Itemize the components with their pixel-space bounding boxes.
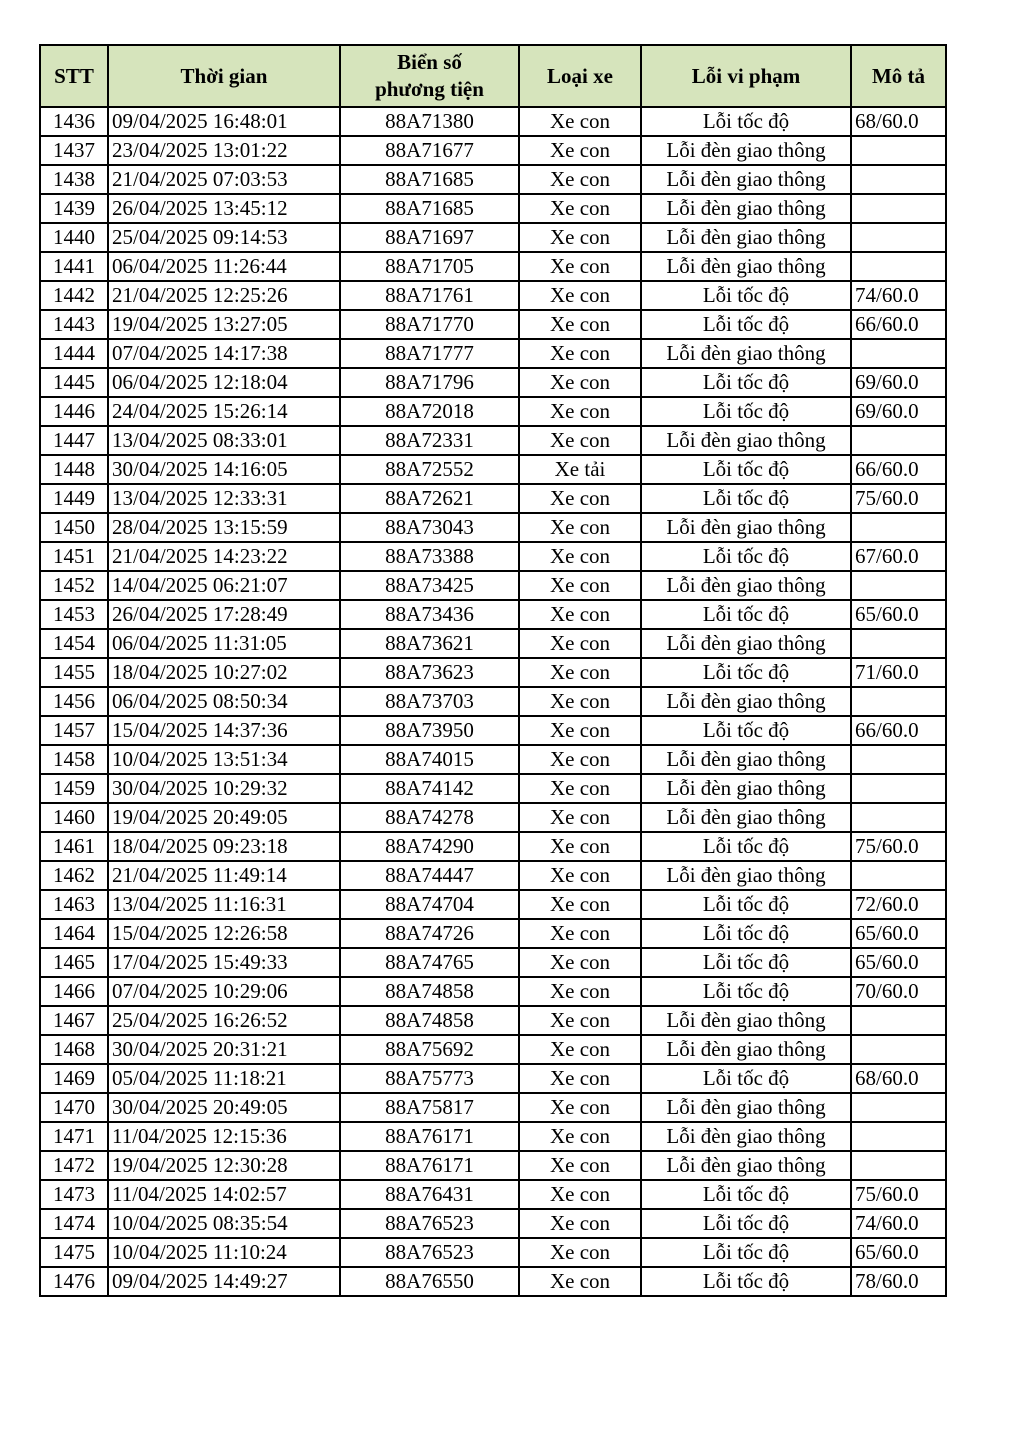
cell-plate: 88A74858 [340,977,519,1006]
cell-vehicle-type: Xe con [519,136,641,165]
cell-stt: 1441 [40,252,108,281]
cell-vehicle-type: Xe con [519,165,641,194]
cell-stt: 1472 [40,1151,108,1180]
table-row [40,1209,946,1238]
header-plate-line1: Biển số [397,50,462,74]
table-row [40,687,946,716]
cell-stt: 1467 [40,1006,108,1035]
cell-plate: 88A71770 [340,310,519,339]
table-row [40,1006,946,1035]
cell-vehicle-type: Xe con [519,1093,641,1122]
cell-plate: 88A74447 [340,861,519,890]
cell-time: 13/04/2025 12:33:31 [108,484,340,513]
cell-description [851,774,946,803]
cell-vehicle-type: Xe con [519,948,641,977]
cell-time: 21/04/2025 11:49:14 [108,861,340,890]
cell-violation: Lỗi đèn giao thông [641,745,851,774]
cell-stt: 1458 [40,745,108,774]
cell-violation: Lỗi tốc độ [641,1064,851,1093]
cell-time: 10/04/2025 11:10:24 [108,1238,340,1267]
cell-description: 70/60.0 [851,977,946,1006]
cell-time: 26/04/2025 17:28:49 [108,600,340,629]
cell-plate: 88A76523 [340,1209,519,1238]
cell-vehicle-type: Xe con [519,252,641,281]
cell-plate: 88A71697 [340,223,519,252]
cell-plate: 88A71380 [340,107,519,136]
cell-description: 68/60.0 [851,1064,946,1093]
cell-vehicle-type: Xe con [519,397,641,426]
cell-vehicle-type: Xe con [519,890,641,919]
cell-description [851,803,946,832]
cell-stt: 1456 [40,687,108,716]
cell-stt: 1448 [40,455,108,484]
cell-stt: 1461 [40,832,108,861]
table-row [40,745,946,774]
cell-vehicle-type: Xe con [519,658,641,687]
cell-plate: 88A74290 [340,832,519,861]
cell-plate: 88A72331 [340,426,519,455]
table-row [40,861,946,890]
cell-violation: Lỗi tốc độ [641,484,851,513]
cell-description: 74/60.0 [851,1209,946,1238]
cell-vehicle-type: Xe tải [519,455,641,484]
cell-vehicle-type: Xe con [519,194,641,223]
cell-vehicle-type: Xe con [519,1180,641,1209]
cell-plate: 88A71777 [340,339,519,368]
header-description: Mô tả [851,45,946,107]
cell-time: 19/04/2025 13:27:05 [108,310,340,339]
cell-vehicle-type: Xe con [519,832,641,861]
cell-violation: Lỗi đèn giao thông [641,629,851,658]
table-row [40,1064,946,1093]
cell-violation: Lỗi tốc độ [641,1267,851,1296]
cell-stt: 1443 [40,310,108,339]
cell-description: 65/60.0 [851,919,946,948]
cell-time: 19/04/2025 12:30:28 [108,1151,340,1180]
cell-stt: 1468 [40,1035,108,1064]
table-row [40,948,946,977]
table-row [40,339,946,368]
cell-description: 71/60.0 [851,658,946,687]
cell-description [851,252,946,281]
cell-violation: Lỗi tốc độ [641,658,851,687]
cell-description: 65/60.0 [851,948,946,977]
cell-vehicle-type: Xe con [519,1238,641,1267]
cell-plate: 88A71677 [340,136,519,165]
cell-violation: Lỗi tốc độ [641,397,851,426]
table-row [40,1122,946,1151]
cell-description [851,513,946,542]
cell-plate: 88A72621 [340,484,519,513]
cell-time: 06/04/2025 11:31:05 [108,629,340,658]
cell-description: 66/60.0 [851,455,946,484]
table-row [40,397,946,426]
cell-time: 13/04/2025 08:33:01 [108,426,340,455]
cell-vehicle-type: Xe con [519,426,641,455]
table-row [40,223,946,252]
cell-vehicle-type: Xe con [519,1151,641,1180]
table-row [40,600,946,629]
header-row [40,45,946,107]
table-row [40,1035,946,1064]
cell-description: 66/60.0 [851,310,946,339]
cell-description [851,1093,946,1122]
cell-time: 25/04/2025 09:14:53 [108,223,340,252]
cell-time: 07/04/2025 10:29:06 [108,977,340,1006]
cell-vehicle-type: Xe con [519,977,641,1006]
cell-vehicle-type: Xe con [519,281,641,310]
table-row [40,1151,946,1180]
cell-plate: 88A74704 [340,890,519,919]
cell-time: 06/04/2025 08:50:34 [108,687,340,716]
table-row [40,136,946,165]
cell-stt: 1474 [40,1209,108,1238]
cell-plate: 88A73621 [340,629,519,658]
cell-description: 72/60.0 [851,890,946,919]
cell-plate: 88A75692 [340,1035,519,1064]
cell-vehicle-type: Xe con [519,339,641,368]
table-row [40,484,946,513]
cell-stt: 1451 [40,542,108,571]
table-row [40,716,946,745]
cell-plate: 88A73043 [340,513,519,542]
cell-stt: 1447 [40,426,108,455]
cell-description [851,426,946,455]
cell-time: 09/04/2025 16:48:01 [108,107,340,136]
cell-vehicle-type: Xe con [519,745,641,774]
header-stt: STT [40,45,108,107]
cell-violation: Lỗi đèn giao thông [641,571,851,600]
cell-violation: Lỗi tốc độ [641,977,851,1006]
cell-plate: 88A71685 [340,194,519,223]
cell-time: 11/04/2025 14:02:57 [108,1180,340,1209]
cell-description: 75/60.0 [851,1180,946,1209]
cell-time: 07/04/2025 14:17:38 [108,339,340,368]
cell-stt: 1463 [40,890,108,919]
cell-plate: 88A71685 [340,165,519,194]
cell-time: 25/04/2025 16:26:52 [108,1006,340,1035]
cell-plate: 88A74765 [340,948,519,977]
violations-table [39,44,947,1297]
cell-plate: 88A72018 [340,397,519,426]
cell-violation: Lỗi tốc độ [641,832,851,861]
cell-stt: 1466 [40,977,108,1006]
cell-time: 18/04/2025 10:27:02 [108,658,340,687]
cell-time: 15/04/2025 14:37:36 [108,716,340,745]
cell-plate: 88A74858 [340,1006,519,1035]
cell-vehicle-type: Xe con [519,861,641,890]
table-row [40,1267,946,1296]
cell-plate: 88A73388 [340,542,519,571]
table-row [40,629,946,658]
cell-stt: 1470 [40,1093,108,1122]
cell-plate: 88A76171 [340,1122,519,1151]
cell-time: 14/04/2025 06:21:07 [108,571,340,600]
cell-description [851,339,946,368]
table-row [40,890,946,919]
header-plate-line2: phương tiện [375,77,484,101]
cell-stt: 1465 [40,948,108,977]
cell-violation: Lỗi đèn giao thông [641,1006,851,1035]
cell-description: 75/60.0 [851,484,946,513]
cell-vehicle-type: Xe con [519,1209,641,1238]
table-row [40,455,946,484]
cell-vehicle-type: Xe con [519,1006,641,1035]
cell-violation: Lỗi tốc độ [641,542,851,571]
cell-violation: Lỗi đèn giao thông [641,252,851,281]
cell-violation: Lỗi đèn giao thông [641,861,851,890]
cell-description [851,1151,946,1180]
cell-vehicle-type: Xe con [519,716,641,745]
cell-description [851,745,946,774]
cell-stt: 1459 [40,774,108,803]
cell-description [851,165,946,194]
cell-violation: Lỗi tốc độ [641,948,851,977]
cell-time: 30/04/2025 10:29:32 [108,774,340,803]
cell-violation: Lỗi đèn giao thông [641,1122,851,1151]
table-body [40,107,946,1296]
cell-stt: 1440 [40,223,108,252]
cell-plate: 88A73425 [340,571,519,600]
cell-plate: 88A76171 [340,1151,519,1180]
cell-description [851,687,946,716]
cell-violation: Lỗi đèn giao thông [641,1035,851,1064]
cell-plate: 88A74142 [340,774,519,803]
cell-stt: 1444 [40,339,108,368]
cell-violation: Lỗi tốc độ [641,890,851,919]
cell-vehicle-type: Xe con [519,1122,641,1151]
cell-plate: 88A76431 [340,1180,519,1209]
cell-violation: Lỗi đèn giao thông [641,1093,851,1122]
cell-stt: 1439 [40,194,108,223]
cell-description: 65/60.0 [851,600,946,629]
cell-violation: Lỗi đèn giao thông [641,803,851,832]
cell-stt: 1469 [40,1064,108,1093]
cell-time: 13/04/2025 11:16:31 [108,890,340,919]
cell-time: 28/04/2025 13:15:59 [108,513,340,542]
cell-description [851,1006,946,1035]
cell-time: 21/04/2025 14:23:22 [108,542,340,571]
cell-plate: 88A74015 [340,745,519,774]
cell-vehicle-type: Xe con [519,107,641,136]
cell-description [851,629,946,658]
cell-stt: 1460 [40,803,108,832]
cell-description: 66/60.0 [851,716,946,745]
cell-vehicle-type: Xe con [519,803,641,832]
table-row [40,542,946,571]
cell-vehicle-type: Xe con [519,1267,641,1296]
cell-violation: Lỗi tốc độ [641,919,851,948]
cell-plate: 88A72552 [340,455,519,484]
cell-time: 06/04/2025 11:26:44 [108,252,340,281]
table-row [40,513,946,542]
table-row [40,165,946,194]
cell-stt: 1442 [40,281,108,310]
cell-time: 30/04/2025 14:16:05 [108,455,340,484]
table-row [40,658,946,687]
cell-stt: 1473 [40,1180,108,1209]
cell-violation: Lỗi tốc độ [641,310,851,339]
cell-time: 18/04/2025 09:23:18 [108,832,340,861]
cell-description: 78/60.0 [851,1267,946,1296]
cell-time: 10/04/2025 13:51:34 [108,745,340,774]
table-row [40,803,946,832]
cell-violation: Lỗi đèn giao thông [641,1151,851,1180]
cell-violation: Lỗi tốc độ [641,455,851,484]
cell-plate: 88A76550 [340,1267,519,1296]
cell-time: 17/04/2025 15:49:33 [108,948,340,977]
cell-description: 75/60.0 [851,832,946,861]
cell-vehicle-type: Xe con [519,484,641,513]
table-header [40,45,946,107]
cell-violation: Lỗi tốc độ [641,1238,851,1267]
cell-vehicle-type: Xe con [519,919,641,948]
cell-violation: Lỗi tốc độ [641,1209,851,1238]
cell-violation: Lỗi đèn giao thông [641,223,851,252]
cell-violation: Lỗi đèn giao thông [641,339,851,368]
cell-violation: Lỗi đèn giao thông [641,165,851,194]
cell-stt: 1454 [40,629,108,658]
cell-vehicle-type: Xe con [519,600,641,629]
header-vehicle-type: Loại xe [519,45,641,107]
cell-stt: 1449 [40,484,108,513]
table-row [40,774,946,803]
cell-description: 67/60.0 [851,542,946,571]
cell-vehicle-type: Xe con [519,513,641,542]
cell-description [851,1035,946,1064]
cell-stt: 1464 [40,919,108,948]
cell-vehicle-type: Xe con [519,774,641,803]
cell-plate: 88A71761 [340,281,519,310]
table-row [40,1093,946,1122]
cell-time: 23/04/2025 13:01:22 [108,136,340,165]
cell-plate: 88A73623 [340,658,519,687]
cell-stt: 1476 [40,1267,108,1296]
cell-description: 69/60.0 [851,368,946,397]
cell-vehicle-type: Xe con [519,223,641,252]
cell-time: 15/04/2025 12:26:58 [108,919,340,948]
cell-violation: Lỗi đèn giao thông [641,426,851,455]
cell-description: 69/60.0 [851,397,946,426]
table-row [40,1180,946,1209]
table-row [40,426,946,455]
cell-vehicle-type: Xe con [519,629,641,658]
table-row [40,281,946,310]
cell-stt: 1462 [40,861,108,890]
cell-plate: 88A71796 [340,368,519,397]
cell-time: 24/04/2025 15:26:14 [108,397,340,426]
cell-time: 26/04/2025 13:45:12 [108,194,340,223]
header-violation: Lỗi vi phạm [641,45,851,107]
table-row [40,194,946,223]
cell-stt: 1446 [40,397,108,426]
cell-time: 11/04/2025 12:15:36 [108,1122,340,1151]
cell-description: 74/60.0 [851,281,946,310]
cell-stt: 1475 [40,1238,108,1267]
cell-violation: Lỗi tốc độ [641,716,851,745]
cell-violation: Lỗi tốc độ [641,1180,851,1209]
table-row [40,310,946,339]
cell-vehicle-type: Xe con [519,687,641,716]
cell-violation: Lỗi tốc độ [641,600,851,629]
cell-time: 30/04/2025 20:31:21 [108,1035,340,1064]
cell-time: 05/04/2025 11:18:21 [108,1064,340,1093]
table-row [40,1238,946,1267]
cell-plate: 88A71705 [340,252,519,281]
cell-description: 65/60.0 [851,1238,946,1267]
table-row [40,919,946,948]
cell-time: 10/04/2025 08:35:54 [108,1209,340,1238]
table-row [40,571,946,600]
cell-vehicle-type: Xe con [519,571,641,600]
cell-violation: Lỗi tốc độ [641,281,851,310]
cell-plate: 88A73703 [340,687,519,716]
cell-stt: 1455 [40,658,108,687]
header-plate [340,45,519,107]
cell-description [851,861,946,890]
cell-stt: 1438 [40,165,108,194]
cell-time: 06/04/2025 12:18:04 [108,368,340,397]
cell-violation: Lỗi đèn giao thông [641,513,851,542]
cell-time: 19/04/2025 20:49:05 [108,803,340,832]
cell-violation: Lỗi đèn giao thông [641,194,851,223]
cell-stt: 1445 [40,368,108,397]
cell-time: 21/04/2025 07:03:53 [108,165,340,194]
cell-time: 30/04/2025 20:49:05 [108,1093,340,1122]
cell-plate: 88A74278 [340,803,519,832]
cell-vehicle-type: Xe con [519,310,641,339]
cell-violation: Lỗi đèn giao thông [641,687,851,716]
header-time: Thời gian [108,45,340,107]
cell-description [851,194,946,223]
cell-vehicle-type: Xe con [519,368,641,397]
cell-stt: 1471 [40,1122,108,1151]
cell-stt: 1457 [40,716,108,745]
cell-violation: Lỗi đèn giao thông [641,774,851,803]
table-row [40,977,946,1006]
table-row [40,107,946,136]
cell-stt: 1437 [40,136,108,165]
cell-stt: 1450 [40,513,108,542]
cell-stt: 1453 [40,600,108,629]
cell-description: 68/60.0 [851,107,946,136]
cell-plate: 88A73950 [340,716,519,745]
cell-vehicle-type: Xe con [519,1035,641,1064]
cell-plate: 88A75817 [340,1093,519,1122]
cell-plate: 88A73436 [340,600,519,629]
cell-plate: 88A74726 [340,919,519,948]
cell-description [851,1122,946,1151]
cell-time: 21/04/2025 12:25:26 [108,281,340,310]
cell-vehicle-type: Xe con [519,542,641,571]
table-row [40,832,946,861]
cell-violation: Lỗi đèn giao thông [641,136,851,165]
table-row [40,368,946,397]
cell-stt: 1452 [40,571,108,600]
cell-description [851,571,946,600]
cell-violation: Lỗi tốc độ [641,368,851,397]
cell-vehicle-type: Xe con [519,1064,641,1093]
cell-plate: 88A76523 [340,1238,519,1267]
cell-description [851,223,946,252]
table-row [40,252,946,281]
cell-description [851,136,946,165]
cell-stt: 1436 [40,107,108,136]
cell-plate: 88A75773 [340,1064,519,1093]
cell-time: 09/04/2025 14:49:27 [108,1267,340,1296]
cell-violation: Lỗi tốc độ [641,107,851,136]
